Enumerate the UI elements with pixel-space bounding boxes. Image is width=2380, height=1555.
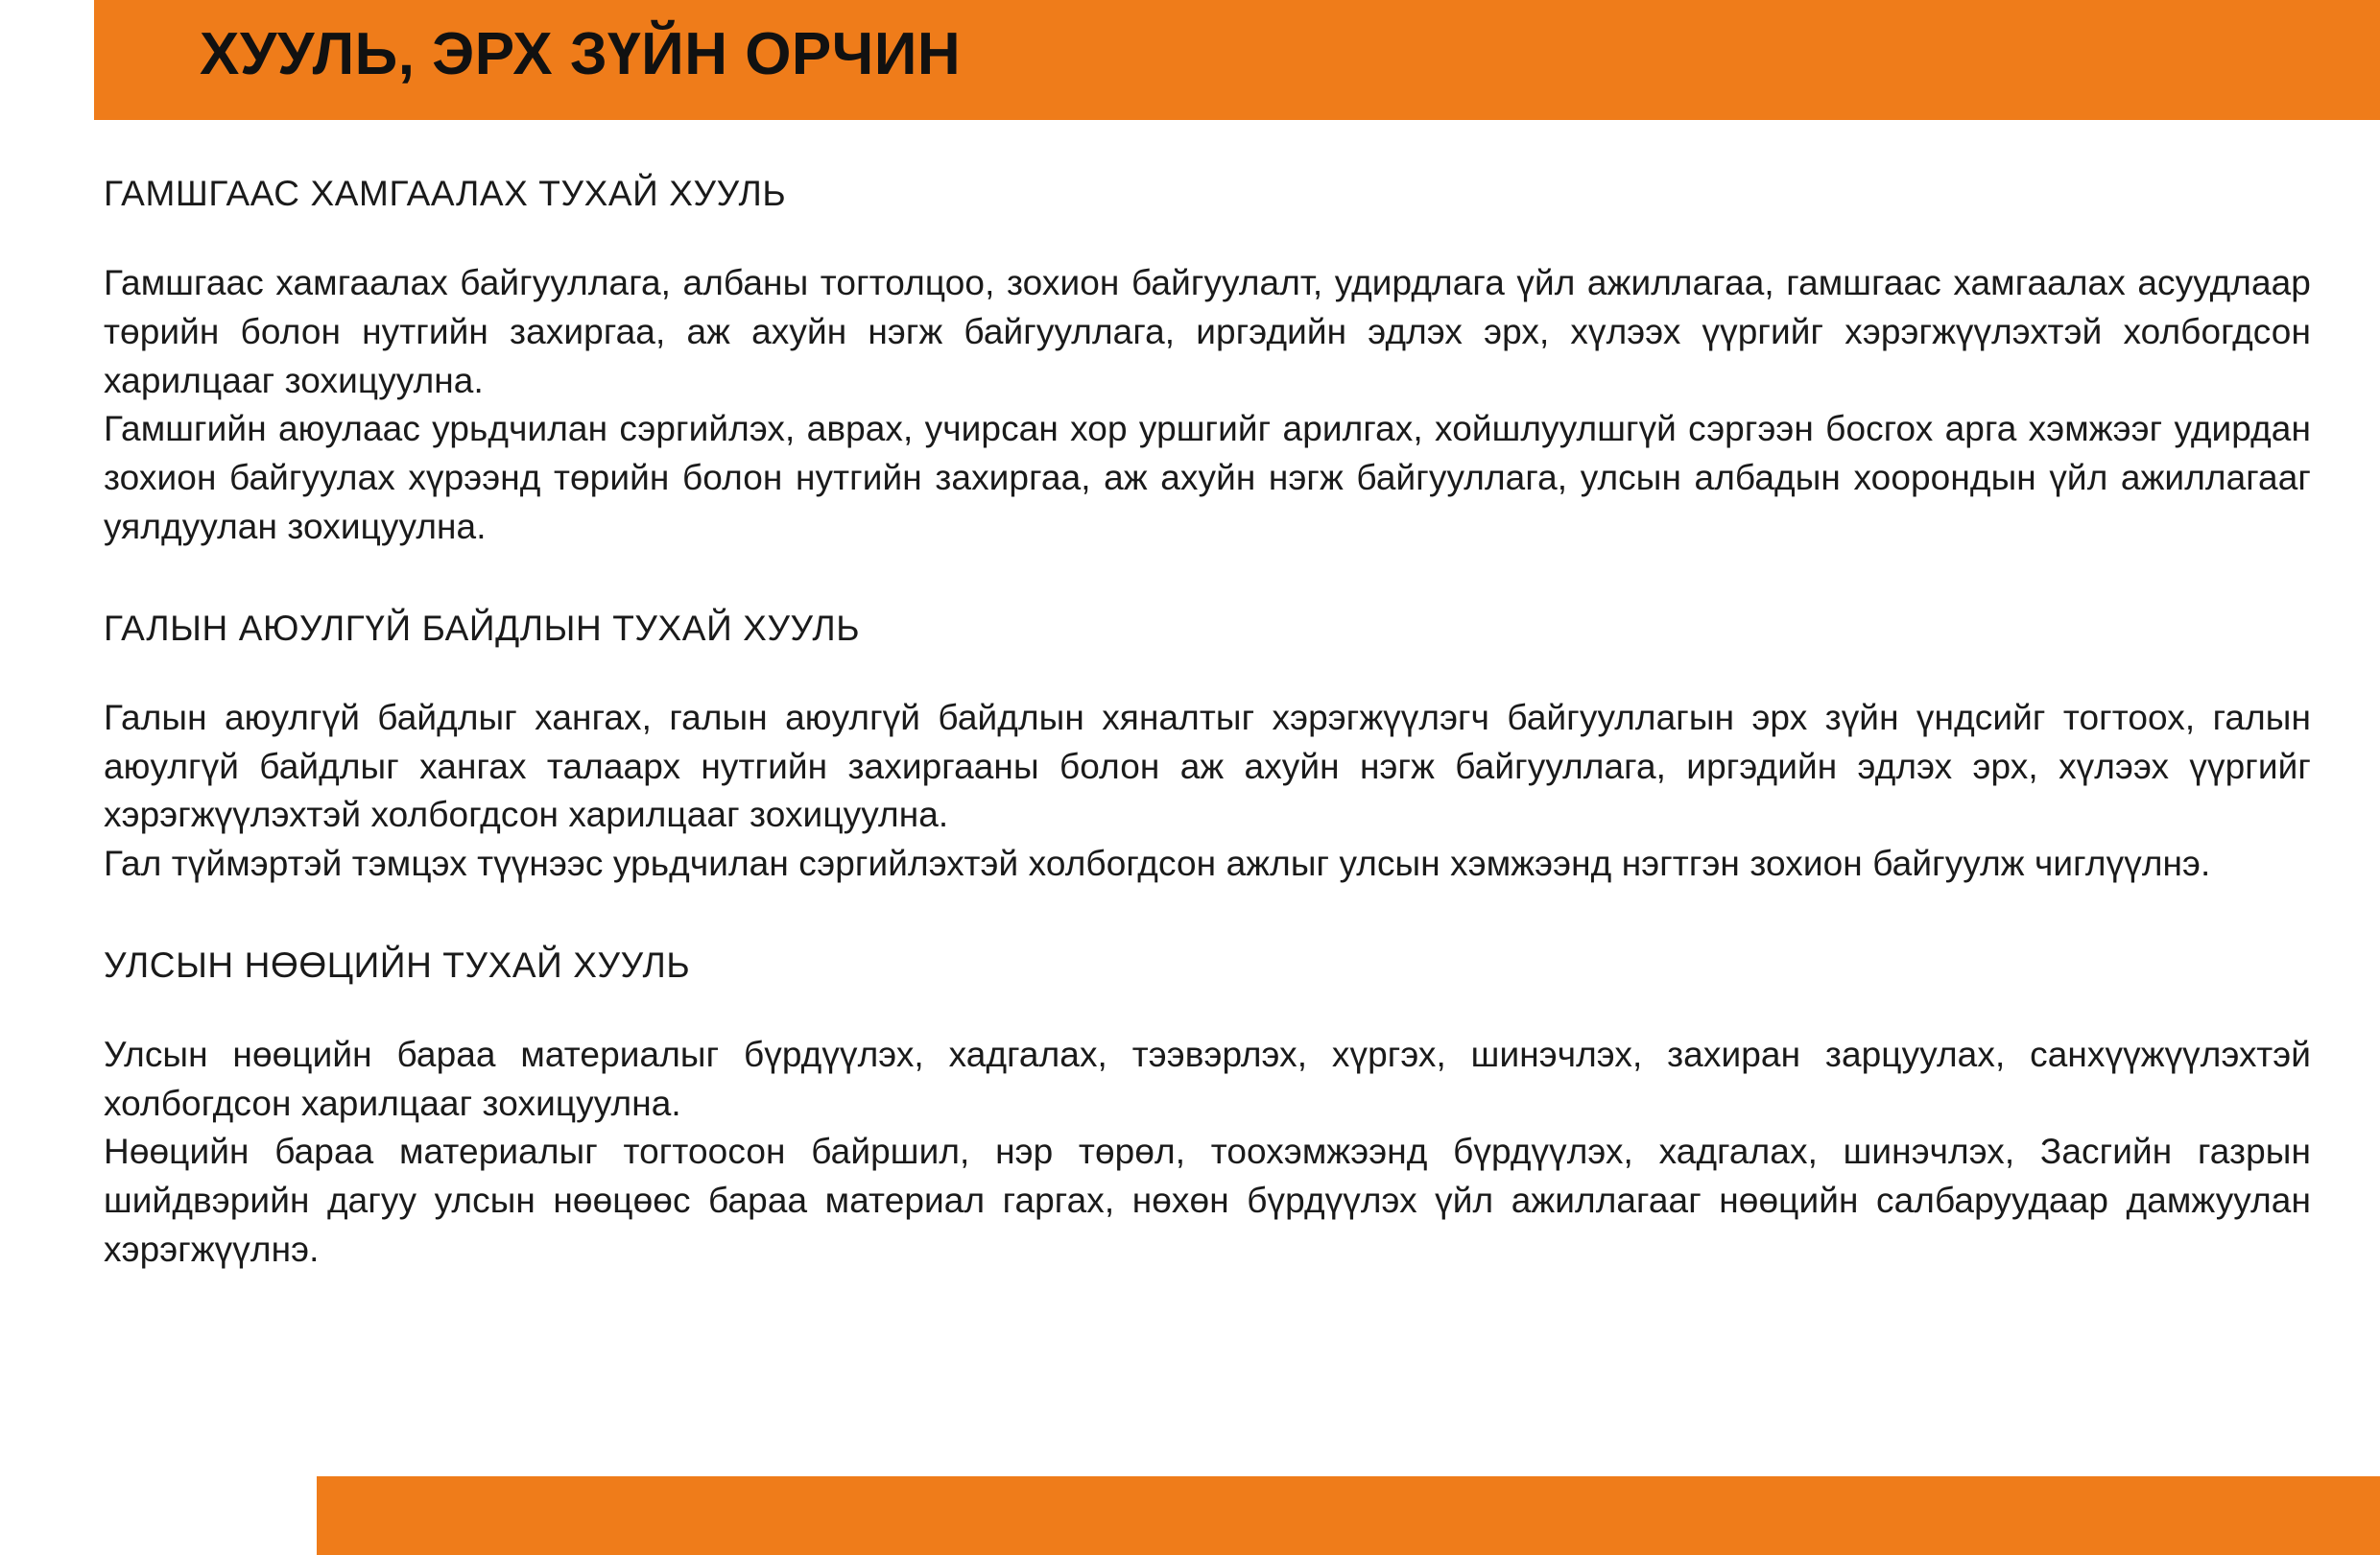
section-fire-safety-law xyxy=(104,608,2311,889)
section-paragraph: Гал түймэртэй тэмцэх түүнээс урьдчилан сэргийлэхтэй холбогдсон ажлыг улсын хэмжээнд нэгтгэн зохион байгуулж чиглүүлнэ. xyxy=(104,843,2211,883)
section-heading: ГАМШГААС ХАМГААЛАХ ТУХАЙ ХУУЛЬ xyxy=(104,174,787,213)
section-spacer xyxy=(104,552,2311,608)
section-spacer xyxy=(104,889,2311,945)
footer-accent-bar xyxy=(317,1476,2380,1555)
section-state-reserve-law xyxy=(104,945,2311,1275)
page-title: ХУУЛЬ, ЭРХ ЗҮЙН ОРЧИН xyxy=(200,21,962,87)
section-disaster-protection-law xyxy=(104,173,2311,552)
section-paragraph: Гамшгаас хамгаалах байгууллага, албаны тогтолцоо, зохион байгуулалт, удирдлага үйл ажиллагаа, гамшгаас хамгаалах асуудлаар төрийн болон нутгийн захиргаа, аж ахуйн нэгж байгууллага, иргэдийн эдлэх эрх, хүлээх үүргийг хэрэгжүүлэхтэй холбогдсон харилцааг зохицуулна. xyxy=(104,263,2311,400)
footer-left-spacer xyxy=(0,1476,317,1555)
slide-content xyxy=(104,173,2311,1274)
section-paragraph: Нөөцийн бараа материалыг тогтоосон байршил, нэр төрөл, тоохэмжээнд бүрдүүлэх, хадгалах, шинэчлэх, Засгийн газрын шийдвэрийн дагуу улсын нөөцөөс бараа материал гаргах, нөхөн бүрдүүлэх үйл ажиллагааг нөөцийн салбаруудаар дамжуулан хэрэгжүүлнэ. xyxy=(104,1132,2311,1269)
section-heading: ГАЛЫН АЮУЛГҮЙ БАЙДЛЫН ТУХАЙ ХУУЛЬ xyxy=(104,608,861,648)
section-paragraph: Галын аюулгүй байдлыг хангах, галын аюулгүй байдлын хяналтыг хэрэгжүүлэгч байгууллагын эрх зүйн үндсийг тогтоох, галын аюулгүй байдлыг хангах талаарх нутгийн захиргааны болон аж ахуйн нэгж байгууллага, иргэдийн эдлэх эрх, хүлээх үүргийг хэрэгжүүлэхтэй холбогдсон харилцааг зохицуулна. xyxy=(104,697,2311,835)
section-paragraph: Гамшгийн аюулаас урьдчилан сэргийлэх, аврах, учирсан хор уршгийг арилгах, хойшлуулшгүй сэргээн босгох арга хэмжээг удирдан зохион байгуулах хүрээнд төрийн болон нутгийн захиргаа, аж ахуйн нэгж байгууллага, улсын албадын хоорондын үйл ажиллагааг уялдуулан зохицуулна. xyxy=(104,409,2311,546)
header-band xyxy=(94,0,2380,120)
section-heading: УЛСЫН НӨӨЦИЙН ТУХАЙ ХУУЛЬ xyxy=(104,945,691,985)
section-paragraph: Улсын нөөцийн бараа материалыг бүрдүүлэх, хадгалах, тээвэрлэх, хүргэх, шинэчлэх, захиран зарцуулах, санхүүжүүлэхтэй холбогдсон харилцааг зохицуулна. xyxy=(104,1035,2311,1123)
left-margin-bar xyxy=(0,0,94,1555)
